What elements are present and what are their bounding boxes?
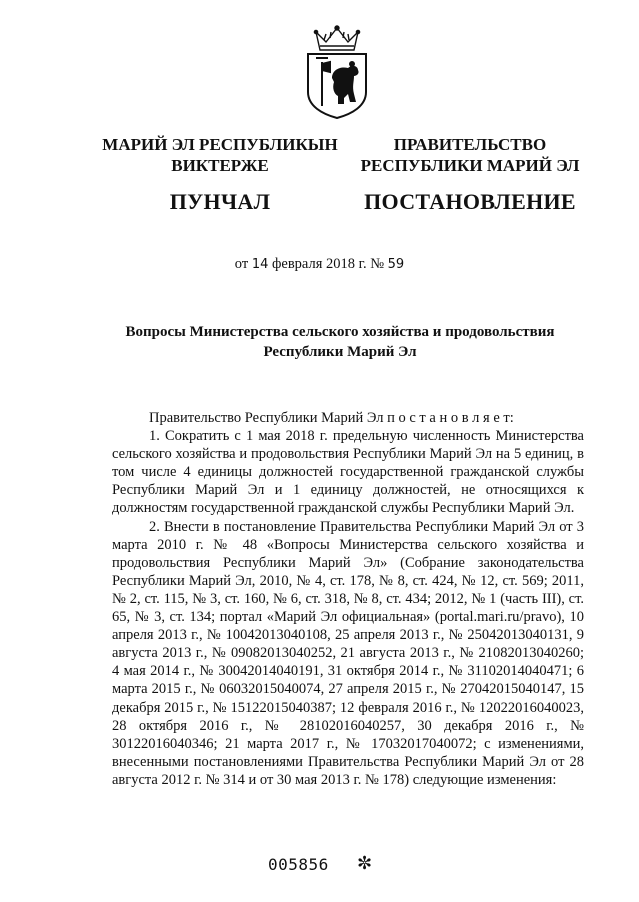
date-day: 14 bbox=[251, 257, 269, 272]
header-left-doc-type: ПУНЧАЛ bbox=[169, 189, 271, 214]
header-right-line1: ПРАВИТЕЛЬСТВО bbox=[393, 135, 547, 154]
date-prefix: от bbox=[234, 256, 249, 272]
header-right-doc-type: ПОСТАНОВЛЕНИЕ bbox=[364, 189, 576, 214]
body-intro: Правительство Республики Марий Эл п о с т а н о в л я е т: bbox=[149, 410, 514, 426]
header-right-line2: РЕСПУБЛИКИ МАРИЙ ЭЛ bbox=[360, 156, 580, 175]
title-line2: Республики Марий Эл bbox=[263, 344, 417, 360]
title-line1: Вопросы Министерства сельского хозяйства и продовольствия bbox=[125, 324, 555, 340]
header-left-line1: МАРИЙ ЭЛ РЕСПУБЛИКЫН bbox=[102, 135, 338, 154]
coat-of-arms-emblem bbox=[302, 24, 372, 120]
header-russian bbox=[340, 134, 600, 215]
body-paragraph-1: 1. Сократить с 1 мая 2018 г. предельную численность Министерства сельского хозяйства и продовольствия Республики Марий Эл на 5 единиц, в том числе 4 единицы должностей государственной гражданской службы Республики Марий Эл и 1 единицу должностей, не относящихся к должностям государственной гражданской службы Республики Марий Эл. bbox=[112, 428, 584, 517]
crown-icon bbox=[314, 26, 359, 50]
document-number: 59 bbox=[387, 257, 405, 272]
header-marij bbox=[90, 134, 350, 215]
header-left-line2: ВИКТЕРЖЕ bbox=[171, 156, 269, 175]
star-mark-icon: ✼ bbox=[357, 853, 373, 873]
document-title bbox=[80, 322, 600, 362]
document-date-line bbox=[0, 256, 639, 273]
document-body bbox=[112, 409, 584, 789]
form-serial-number: 005856 bbox=[268, 855, 329, 874]
date-rest: февраля 2018 г. № bbox=[271, 256, 385, 272]
body-paragraph-2: 2. Внести в постановление Правительства Республики Марий Эл от 3 марта 2010 г. № 48 «Вопросы Министерства сельского хозяйства и продовольствия Республики Марий Эл» (Собрание законодательства Республики Марий Эл, 2010, № 4, ст. 178, № 8, ст. 424, № 12, ст. 569; 2011, № 2, ст. 115, № 3, ст. 160, № 6, ст. 318, № 8, ст. 434; 2012, № 1 (часть III), ст. 65, № 3, ст. 134; портал «Марий Эл официальная» (portal.mari.ru/pravo), 10 апреля 2013 г., № 10042013040108, 25 апреля 2013 г., № 25042013040131, 9 августа 2013 г., № 09082013040252, 21 августа 2013 г., № 21082013040260; 4 мая 2014 г., № 30042014040191, 31 октября 2014 г., № 31102014040471; 6 марта 2015 г., № 06032015040074, 27 апреля 2015 г., № 27042015040147, 15 декабря 2015 г., № 15122015040387; 12 февраля 2016 г., № 12022016040023, 28 октября 2016 г., № 28102016040257, 30 декабря 2016 г., № 30122016040346; 21 марта 2017 г., № 17032017040072; с изменениями, внесенными постановлениями Правительства Республики Марий Эл от 28 августа 2012 г. № 314 и от 30 мая 2013 г. № 178) следующие изменения: bbox=[112, 518, 584, 788]
